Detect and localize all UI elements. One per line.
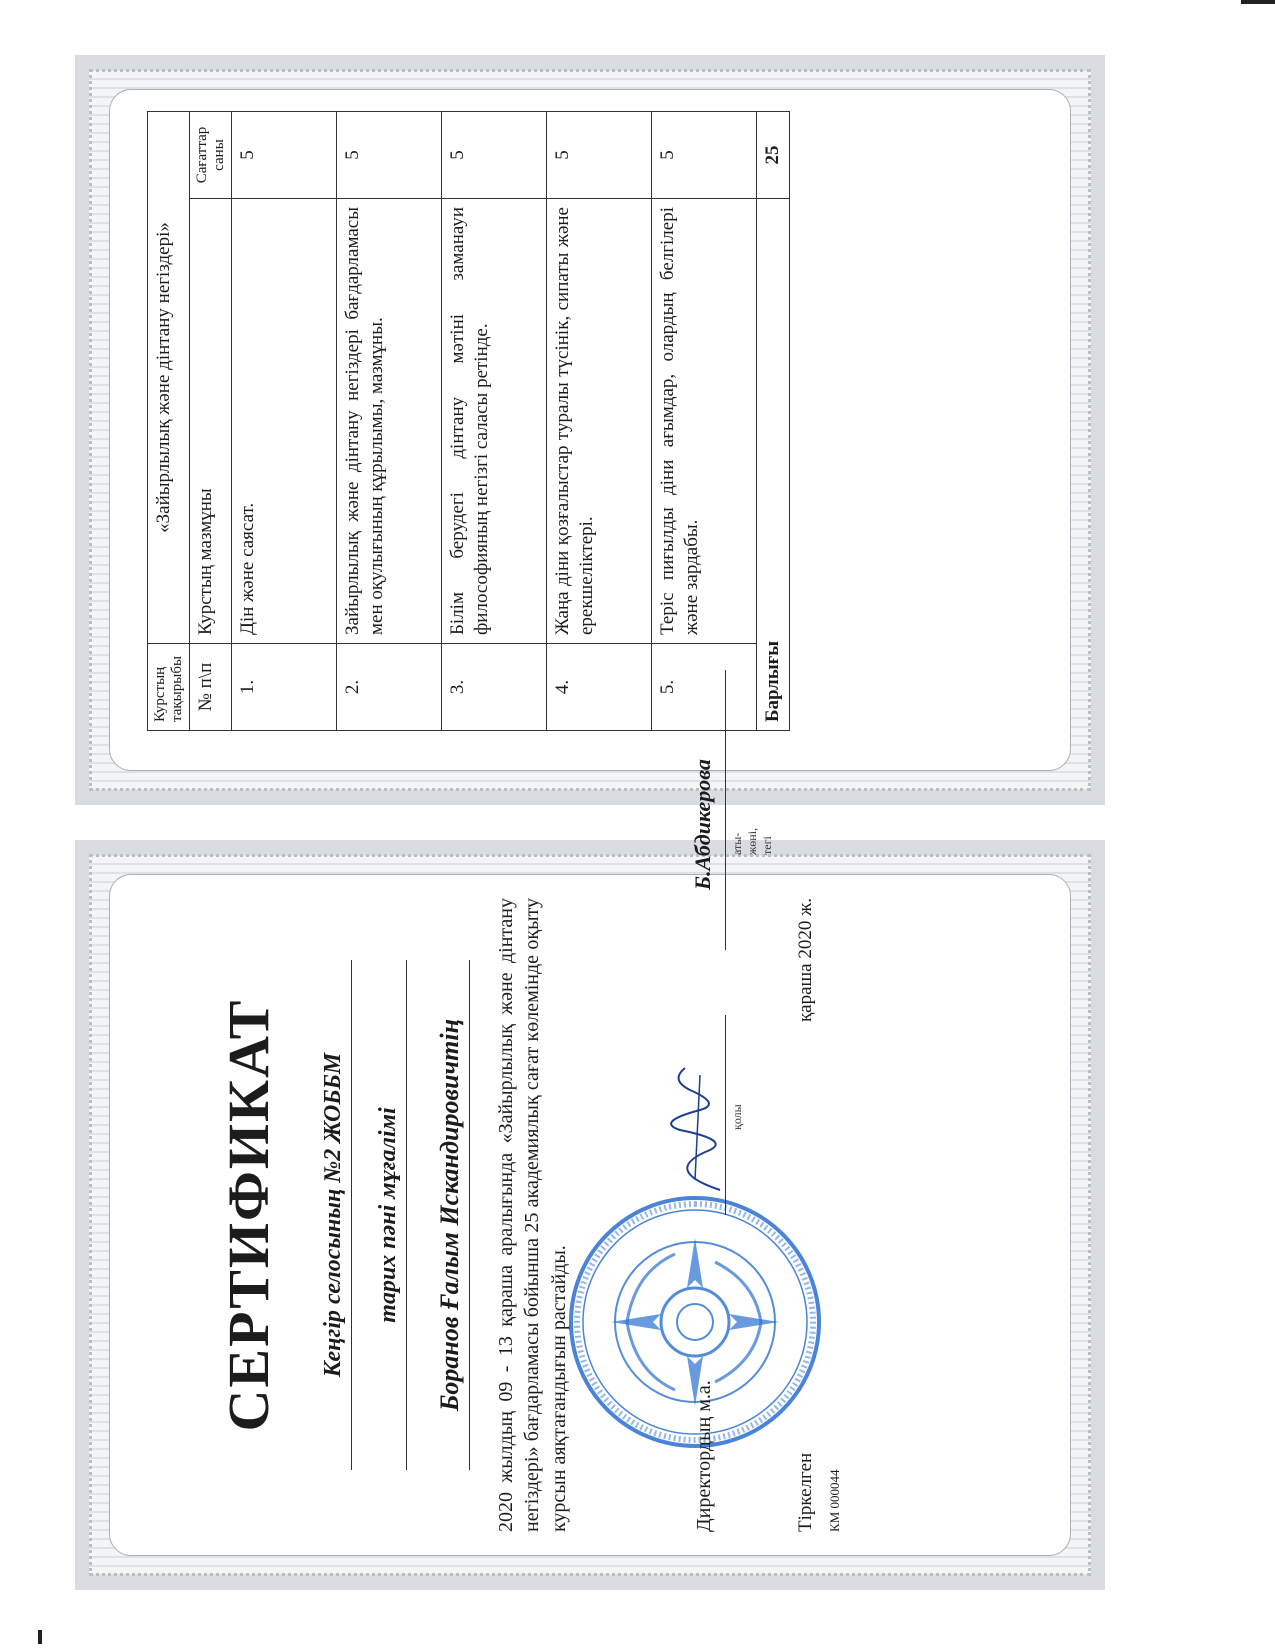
scan-edge-mark (38, 1630, 42, 1644)
certificate-title: СЕРТИФИКАТ (216, 998, 281, 1432)
header-row (190, 112, 232, 731)
certificate-body: 2020 жылдың 09 - 13 қараша аралығында «Зайырлылық және дінтану негіздері» бағдарламасы бойынша 25 академиялық сағат көлемінде оқыту курсын аяқтағандығын растайды. (495, 898, 570, 1532)
subject-line: тарих пәні мұғалімі (375, 960, 407, 1470)
header-hours: Сағаттар саны (190, 112, 232, 199)
registration-number: КМ 000044 (827, 1469, 842, 1532)
topic-value: «Зайырлылық және дінтану негіздері» (148, 112, 190, 644)
row-hours: 5 (232, 112, 337, 199)
school-name: Кеңгір селосының №2 ЖОББМ (320, 960, 352, 1470)
issue-date: қараша 2020 ж. (795, 898, 816, 1023)
table-row (232, 112, 337, 731)
header-number: № п\п (190, 644, 232, 731)
name-caption: аты-жөні, тегі (730, 827, 774, 855)
course-table-page (75, 55, 1105, 805)
row-hours: 5 (547, 112, 652, 199)
row-number: 2. (337, 644, 442, 731)
row-content: Дін және саясат. (232, 199, 337, 644)
row-number: 3. (442, 644, 547, 731)
certificate-page (75, 759, 1105, 1590)
table-row (652, 112, 757, 731)
row-number: 1. (232, 644, 337, 731)
scan-edge-mark (1241, 0, 1275, 4)
row-content: Зайырлылық және дінтану негіздері бағдарламасы мен оқулығының құрылымы, мазмұны. (337, 199, 442, 644)
director-name: Б.Абдикерова (690, 759, 715, 890)
row-hours: 5 (652, 112, 757, 199)
row-number: 4. (547, 644, 652, 731)
signature-caption: қолы (730, 1104, 744, 1130)
signature-line (725, 1015, 726, 1215)
table-row (442, 112, 547, 731)
table-row (547, 112, 652, 731)
total-row (757, 112, 790, 731)
row-number: 5. (652, 644, 757, 731)
recipient-name: Боранов Ғалым Искандировичтің (435, 960, 470, 1470)
row-hours: 5 (337, 112, 442, 199)
row-content: Жаңа діни қозғалыстар туралы түсінік, сипаты және ерекшеліктері. (547, 199, 652, 644)
row-content: Білім берудегі дінтану мәтіні заманауи философияның негізгі саласы ретінде. (442, 199, 547, 644)
registered-label: Тіркелген (795, 1452, 816, 1532)
header-content: Курстың мазмұны (190, 199, 232, 644)
course-table (147, 111, 790, 731)
total-label: Барлығы (757, 199, 790, 731)
topic-row (148, 112, 190, 731)
director-label: Директордың м.а. (693, 1380, 715, 1532)
row-hours: 5 (442, 112, 547, 199)
total-value: 25 (757, 112, 790, 199)
row-content: Теріс пиғылды діни ағымдар, олардың белгілері және зардабы. (652, 199, 757, 644)
signature (650, 1060, 740, 1200)
topic-label: Курстың тақырыбы (148, 644, 190, 731)
name-line (725, 670, 726, 950)
table-row (337, 112, 442, 731)
